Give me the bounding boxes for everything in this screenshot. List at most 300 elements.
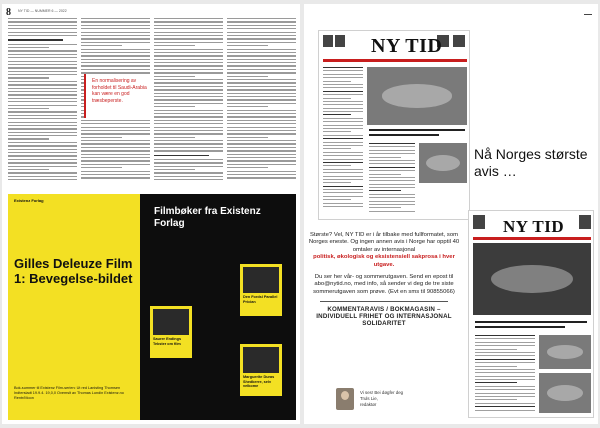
text-line [227,69,296,70]
cover-text-line [323,104,363,105]
text-line [154,103,223,104]
text-line [227,65,296,66]
cover-text-line [323,182,351,183]
ad-title: Gilles Deleuze Film 1: Bevegelse-bildet [14,256,133,286]
cover-text-line [323,125,363,126]
text-line [227,150,296,151]
text-line [227,76,268,77]
text-line [154,99,223,100]
book-cover [150,306,192,358]
cover-text-line [323,155,363,156]
text-line [227,55,296,56]
text-line [81,35,150,36]
book-image [243,347,279,373]
text-line [81,157,150,158]
text-line [8,138,49,139]
text-line [154,130,223,131]
article-body [8,18,296,188]
cover-text-line [369,187,415,188]
text-line [154,42,223,43]
cover-thumb [473,215,485,229]
cover-text-line [475,376,535,377]
cover-text-line [323,142,363,143]
text-line [227,133,296,134]
text-line [81,55,150,56]
cover-text-column [323,67,363,217]
cover-text-line [475,406,535,407]
text-line [227,52,296,53]
text-line [227,113,296,114]
cover-text-column [369,143,415,217]
ny-tid-cover-bottom [468,210,594,418]
text-line [154,69,223,70]
text-line [8,142,77,143]
text-line [81,140,150,141]
text-line [227,143,296,144]
text-line [81,18,150,19]
signature-name: Truls Lie, [360,396,378,401]
cover-photo [367,67,467,125]
text-line [8,166,77,167]
cover-thumb [453,35,465,47]
text-line [154,127,223,128]
text-line [154,93,223,94]
text-line [227,32,296,33]
right-page [304,4,598,424]
cover-text-line [475,399,517,400]
text-line [227,174,296,175]
cover-thumb [323,35,333,47]
text-line [8,28,77,29]
text-line [81,123,150,124]
text-line [81,164,150,165]
text-line [81,42,150,43]
cover-text-line [475,345,535,346]
text-line [8,108,49,109]
cover-text-line [323,206,363,207]
text-line [8,61,77,62]
article-column-1 [8,18,77,188]
text-line [227,157,296,158]
cover-text-line [323,135,363,136]
text-line [154,35,223,36]
ad-black-panel [140,194,296,420]
cover-text-line [475,410,535,411]
text-line [154,18,223,19]
text-line [81,130,150,131]
text-line [227,110,296,111]
promo-kommentar: KOMMENTARAVIS / BOKMAGASIN – INDIVIDUELL FRIHET OG INTERNASJONAL SOLIDARITET [316,306,452,328]
ny-tid-logo: NY TID [371,35,443,57]
cover-photo [539,373,591,413]
cover-text-line [323,74,363,75]
text-line [8,47,49,48]
cover-text-line [323,199,351,200]
text-line [8,105,77,106]
cover-text-line [323,179,363,180]
text-line [81,49,150,50]
ad-yellow-panel [8,194,140,420]
cover-text-line [475,366,517,367]
cover-text-line [475,362,535,363]
text-line [227,38,296,39]
text-line [81,150,150,151]
cover-headline [475,321,587,323]
cover-text-line [475,338,535,339]
text-line [81,120,150,121]
text-line [227,86,296,87]
cover-text-column [475,335,535,415]
existenz-ad [8,194,296,420]
text-line [8,179,77,180]
text-line [227,167,268,168]
cover-text-line [475,359,535,360]
cover-text-line [323,138,363,139]
text-line [8,101,77,102]
cover-text-line [323,91,363,92]
text-line [227,59,296,60]
text-line [154,137,195,138]
cover-text-line [475,382,517,383]
cover-text-line [475,403,535,404]
cover-text-line [369,180,415,181]
text-line [227,147,296,148]
cover-text-line [369,204,415,205]
cover-text-line [475,352,535,353]
text-line [81,25,150,26]
corner-mark [584,14,592,15]
text-line [154,150,223,151]
text-line [81,45,122,46]
text-line [154,179,223,180]
text-line [154,72,223,73]
text-line [8,50,77,51]
cover-text-line [369,174,401,175]
text-line [227,25,296,26]
cover-text-line [323,145,363,146]
text-line [8,128,77,129]
text-line [227,160,296,161]
cover-text-line [369,150,415,151]
book-cover [240,264,282,316]
text-line [154,110,223,111]
text-line [8,35,77,36]
text-line [8,155,77,156]
text-line [154,155,209,157]
text-line [154,96,223,97]
cover-text-line [323,81,351,82]
text-line [154,169,195,170]
cover-text-line [369,163,415,164]
text-line [8,111,77,112]
text-line [8,122,77,123]
text-line [227,96,296,97]
tagline: Nå Norges største avis … [474,146,588,179]
text-line [81,154,150,155]
article-column-4 [227,18,296,188]
cover-text-line [323,108,363,109]
text-line [154,176,223,177]
cover-text-line [475,355,535,356]
text-line [154,159,223,160]
text-line [227,103,296,104]
text-line [154,106,195,107]
text-line [8,91,77,92]
cover-text-line [369,197,415,198]
text-line [154,49,223,50]
cover-text-line [323,114,351,115]
text-line [8,172,77,173]
text-line [81,52,150,53]
ny-tid-cover-top [318,30,470,220]
text-line [227,154,296,155]
cover-text-line [369,143,415,144]
text-line [227,82,296,83]
text-line [227,120,296,121]
cover-text-line [369,153,415,154]
text-line [81,137,122,138]
text-line [227,35,296,36]
text-line [227,45,268,46]
text-line [154,62,223,63]
text-line [154,147,223,148]
text-line [227,140,296,141]
cover-text-line [323,169,363,170]
cover-text-line [369,190,401,191]
cover-text-line [369,167,415,168]
text-line [154,143,223,144]
cover-text-line [369,211,415,212]
text-line [154,65,223,66]
cover-text-line [475,335,535,336]
text-line [154,82,223,83]
text-line [227,130,296,131]
ad-small-text: Bok-summer til Existenz Film-serien: Ut red Lanisting Thomsen Indtersladt 19.9.4. 19,0,0 Ovemslt av Thomas Lundin Existenz.no Rentr/Moon [14,386,124,400]
cover-text-line [323,152,363,153]
text-line [8,74,77,75]
cover-thumb [579,215,591,229]
cover-text-line [369,157,401,158]
text-line [81,32,150,33]
text-line [154,86,223,87]
text-line [227,42,296,43]
promo-offer: Du ser her vår- og sommerutgaven. Send en epost til abo@nytid.no, med info, så sender vi deg de tre siste sommerutgaven som prøve. (Evt en sms til 90855066) [313,274,455,295]
cover-text-line [323,128,363,129]
text-line [154,89,223,90]
text-line [227,171,296,172]
text-line [227,28,296,29]
text-line [154,162,223,163]
text-line [154,113,223,114]
cover-text-line [323,131,351,132]
text-line [154,120,223,121]
cover-text-line [323,203,363,204]
divider [320,301,448,302]
cover-text-line [323,196,363,197]
text-line [154,45,195,46]
book-cover [240,344,282,396]
text-line [154,79,223,80]
cover-text-line [323,121,363,122]
text-line [81,167,122,168]
cover-text-line [475,386,535,387]
cover-text-line [323,186,363,187]
text-line [81,59,150,60]
text-line [8,84,77,85]
cover-text-line [369,201,415,202]
cover-text-line [475,396,535,397]
text-line [154,59,223,60]
cover-text-line [323,165,351,166]
cover-text-line [369,146,415,147]
text-line [227,89,296,90]
cover-text-line [369,160,415,161]
cover-text-line [323,176,363,177]
text-line [8,98,77,99]
text-line [8,125,77,126]
cover-text-line [475,372,535,373]
text-line [227,62,296,63]
ny-tid-logo: NY TID [503,217,565,236]
text-line [8,81,77,82]
text-line [81,177,150,178]
cover-text-line [323,87,363,88]
text-line [8,118,77,119]
book-image [153,309,189,335]
text-line [154,25,223,26]
text-line [154,32,223,33]
text-line [8,57,77,58]
pullquote-text: En normalisering av forholdet til Saudi-Arabia kan være en god træsbeperste. [92,78,147,104]
signature-text [360,390,403,408]
text-line [81,28,150,29]
cover-text-line [323,111,363,112]
pullquote [84,74,154,118]
text-line [227,116,296,117]
text-line [227,72,296,73]
cover-text-line [323,98,351,99]
text-line [81,38,150,39]
cover-text-line [323,189,363,190]
cover-text-line [323,84,363,85]
text-line [8,149,77,150]
cover-text-line [475,369,535,370]
text-line [227,49,296,50]
editor-signature [336,388,446,414]
cover-thumb [335,35,345,47]
text-line [8,176,77,177]
promo-highlight: politisk, økologisk og eksistensiell sakprosa i hver utgave. [313,254,455,268]
text-line [227,127,296,128]
text-line [8,88,77,89]
text-line [154,133,223,134]
text-line [154,38,223,39]
cover-text-line [323,101,363,102]
text-line [154,55,223,56]
text-line [154,28,223,29]
cover-text-line [475,389,535,390]
text-line [154,123,223,124]
cover-text-line [475,393,535,394]
book-caption: Den Fordsl Parallel Prician [243,295,278,304]
cover-band [473,237,591,240]
promo-intro: Største? Vel, NY TID er i år tilbake med fullformatet, som Norges eneste. Og ingen annen avis i Norge har opptil 40 omtaler av internasjonal [308,232,460,253]
text-line [8,54,77,55]
text-line [8,115,77,116]
book-caption: Marguerite Duras Shedkerre, selv velkome [243,375,275,389]
text-line [8,94,77,95]
text-line [8,159,77,160]
cover-text-line [475,342,535,343]
text-line [154,21,223,22]
signature-title: redaktør [360,402,377,407]
cover-photo [539,335,591,369]
text-line [8,132,77,133]
cover-headline [369,129,465,131]
text-line [81,127,150,128]
cover-headline [369,134,439,136]
text-line [8,77,49,78]
text-line [227,79,296,80]
text-line [227,137,268,138]
cover-text-line [323,70,363,71]
text-line [8,25,77,26]
ad-black-title: Filmbøker fra Existenz Forlag [154,206,261,229]
book-image [243,267,279,293]
book-caption: Saurer Endings Tekster om film [153,337,182,346]
text-line [154,140,223,141]
cover-text-line [369,184,415,185]
running-head: NY TID — NUMMER 6 — 2022 [18,9,67,13]
cover-text-line [369,194,415,195]
cover-text-line [369,177,415,178]
cover-photo [473,243,591,315]
text-line [154,172,223,173]
text-line [8,162,77,163]
text-line [227,93,296,94]
cover-band [323,59,467,62]
text-line [8,39,63,41]
text-line [81,160,150,161]
cover-text-line [323,148,351,149]
text-line [8,169,49,170]
text-line [227,18,296,19]
cover-text-line [323,77,363,78]
text-line [8,21,77,22]
text-line [154,116,223,117]
cover-text-line [369,170,415,171]
text-line [8,145,77,146]
text-line [81,65,150,66]
text-line [81,171,150,172]
text-line [227,123,296,124]
text-line [81,21,150,22]
text-line [81,147,150,148]
text-line [8,71,77,72]
cover-text-line [323,172,363,173]
cover-text-line [323,192,363,193]
ad-brand: Existenz Forlag [14,198,44,203]
cover-text-line [323,94,363,95]
text-line [227,164,296,165]
text-line [227,106,268,107]
signature-greeting: Vi ses! Bei døgfer deg [360,390,404,395]
article-column-3 [154,18,223,188]
text-line [227,177,296,178]
subscription-promo [306,232,462,328]
text-line [81,174,150,175]
cover-text-line [323,67,363,68]
